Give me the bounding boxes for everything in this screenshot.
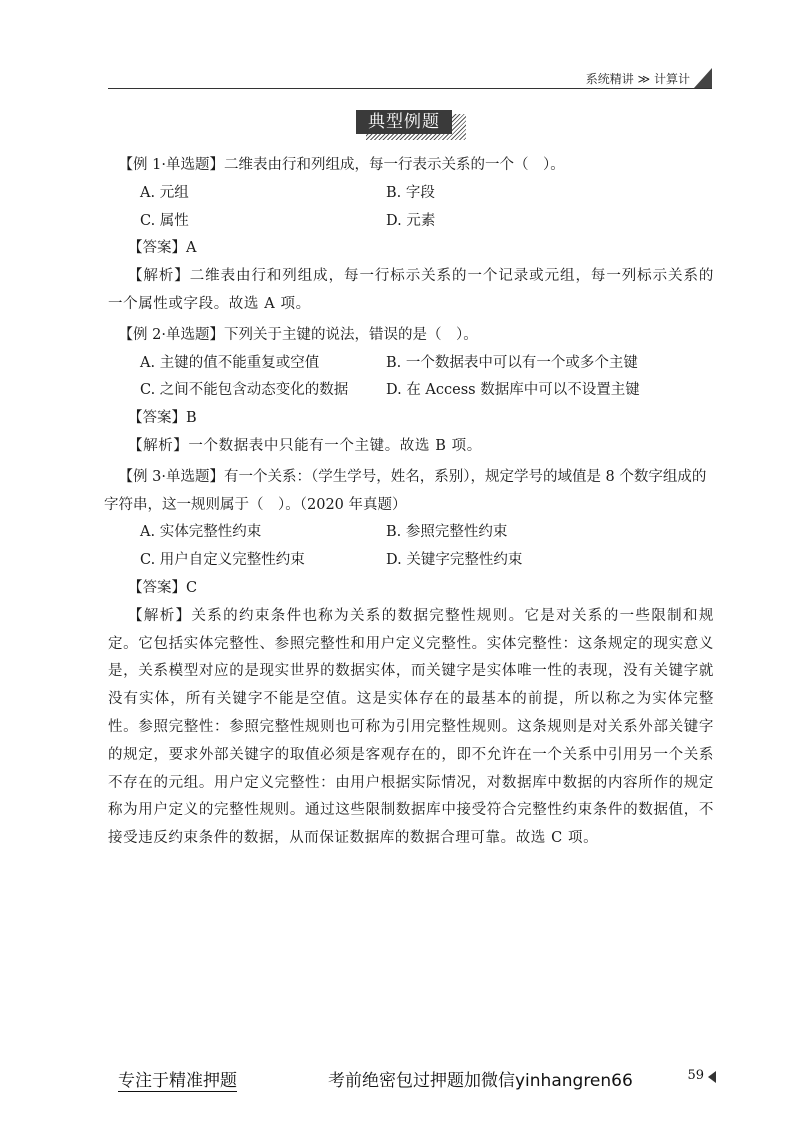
- option-a: A. 实体完整性约束: [140, 524, 262, 541]
- page-triangle-icon: [708, 1071, 716, 1083]
- header-triangle-icon: [694, 68, 712, 88]
- option-c: C. 用户自定义完整性约束: [140, 552, 305, 569]
- option-b: B. 字段: [386, 184, 435, 201]
- page-footer: [118, 1066, 718, 1090]
- option-c: C. 之间不能包含动态变化的数据: [140, 382, 349, 399]
- option-a: A. 主键的值不能重复或空值: [140, 354, 320, 371]
- question-block: [108, 152, 714, 319]
- section-title-box: [356, 110, 466, 136]
- question-block: [104, 464, 714, 853]
- question-stem: 【例 3·单选题】有一个关系：（学生学号，姓名，系别），规定学号的域值是 8 个数字组成的字符串，这一规则属于（ ）。（2020 年真题）: [104, 468, 707, 513]
- options-list: [118, 180, 714, 236]
- answer: 【答案】C: [128, 579, 198, 596]
- footer-right-text: 考前绝密包过押题加微信yinhangren66: [328, 1071, 633, 1091]
- answer: 【答案】B: [128, 410, 197, 427]
- footer-left-text: 专注于精准押题: [118, 1066, 237, 1092]
- answer: 【答案】A: [128, 240, 197, 257]
- question-block: [118, 322, 714, 461]
- explanation: 【解析】二维表由行和列组成，每一行标示关系的一个记录或元组，每一列标示关系的一个属性或字段。故选 A 项。: [108, 268, 714, 312]
- option-d: D. 在 Access 数据库中可以不设置主键: [386, 382, 640, 399]
- question-stem: 【例 1·单选题】二维表由行和列组成，每一行表示关系的一个（ ）。: [118, 157, 565, 173]
- option-c: C. 属性: [140, 212, 189, 229]
- option-d: D. 关键字完整性约束: [386, 552, 523, 569]
- header-text: 系统精讲 ≫ 计算计: [585, 72, 690, 86]
- section-title: 典型例题: [356, 110, 452, 134]
- explanation: 【解析】关系的约束条件也称为关系的数据完整性规则。它是对关系的一些限制和规定。它包括实体完整性、参照完整性和用户定义完整性。实体完整性：这条规定的现实意义是，关系模型对应的是现实世界的数据实体，而关键字是实体唯一性的表现，没有关键字就没有实体，所有关键字不能是空值。这是实体存在的最基本的前提，所以称之为实体完整性。参照完整性：参照完整性规则也可称为引用完整性规则。这条规则是对关系外部关键字的规定，要求外部关键字的取值必须是客观存在的，即不允许在一个关系中引用另一个关系不存在的元组。用户定义完整性：由用户根据实际情况，对数据库中数据的内容所作的规定称为用户定义的完整性规则。通过这些限制数据库中接受符合完整性约束条件的数据值，不接受违反约束条件的数据，从而保证数据库的数据合理可靠。故选 C 项。: [108, 607, 714, 847]
- explanation: 【解析】一个数据表中只能有一个主键。故选 B 项。: [128, 437, 482, 454]
- option-d: D. 元素: [386, 212, 436, 229]
- page-number: 59: [687, 1068, 704, 1083]
- option-a: A. 元组: [140, 184, 189, 201]
- options-list: [118, 519, 714, 575]
- options-list: [118, 350, 714, 406]
- option-b: B. 一个数据表中可以有一个或多个主键: [386, 354, 638, 371]
- page-header: [108, 68, 712, 89]
- question-stem: 【例 2·单选题】下列关于主键的说法，错误的是（ ）。: [118, 326, 478, 343]
- questions-content: [104, 152, 714, 853]
- option-b: B. 参照完整性约束: [386, 524, 508, 541]
